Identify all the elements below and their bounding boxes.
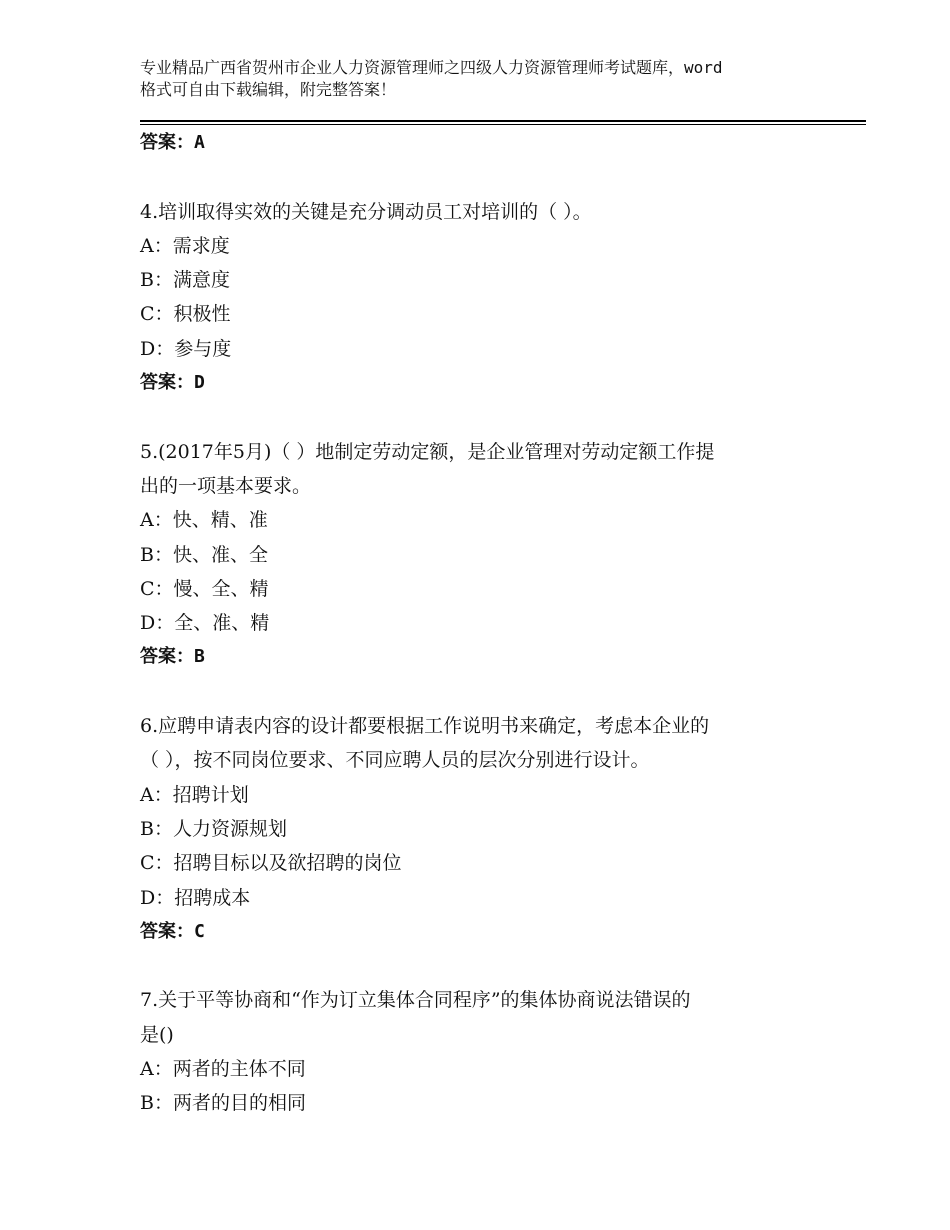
- question-text: 7.关于平等协商和“作为订立集体合同程序”的集体协商说法错误的: [140, 989, 691, 1012]
- option-d: D：招聘成本: [140, 886, 251, 909]
- document-header: [140, 57, 830, 101]
- answer-line: 答案：B: [140, 646, 205, 668]
- header-rule-thin: [140, 124, 866, 125]
- option-b: B：两者的目的相同: [140, 1092, 306, 1115]
- question-block-6: [140, 709, 830, 949]
- question-text: 5.(2017年5月)（ ）地制定劳动定额，是企业管理对劳动定额工作提: [140, 440, 715, 463]
- option-c: C：慢、全、精: [140, 577, 269, 600]
- spacer: [140, 675, 830, 709]
- question-text-cont: 出的一项基本要求。: [140, 474, 312, 497]
- document-body: [140, 126, 830, 1121]
- question-text: 4.培训取得实效的关键是充分调动员工对培训的（ ）。: [140, 200, 592, 223]
- question-text-cont: 是(): [140, 1023, 174, 1046]
- header-line-1: 专业精品广西省贺州市企业人力资源管理师之四级人力资源管理师考试题库，word: [140, 58, 723, 77]
- question-text-cont: （ ），按不同岗位要求、不同应聘人员的层次分别进行设计。: [140, 749, 650, 772]
- option-a: A：需求度: [140, 234, 230, 257]
- answer-line: 答案：D: [140, 372, 205, 394]
- option-b: B：快、准、全: [140, 543, 268, 566]
- answer-line: 答案：C: [140, 920, 205, 942]
- answer-line: 答案：A: [140, 132, 205, 153]
- option-a: A：快、精、准: [140, 509, 268, 532]
- option-c: C：招聘目标以及欲招聘的岗位: [140, 852, 402, 875]
- spacer: [140, 949, 830, 983]
- header-rule-thick: [140, 120, 866, 122]
- question-block-7: [140, 983, 830, 1120]
- question-block-5: [140, 435, 830, 675]
- spacer: [140, 400, 830, 434]
- option-d: D：参与度: [140, 337, 232, 360]
- option-b: B：满意度: [140, 269, 230, 292]
- question-text: 6.应聘申请表内容的设计都要根据工作说明书来确定，考虑本企业的: [140, 715, 710, 738]
- option-a: A：两者的主体不同: [140, 1058, 306, 1081]
- spacer: [140, 160, 830, 194]
- option-b: B：人力资源规划: [140, 817, 287, 840]
- option-c: C：积极性: [140, 303, 231, 326]
- option-d: D：全、准、精: [140, 612, 270, 635]
- option-a: A：招聘计划: [140, 783, 249, 806]
- header-line-2: 格式可自由下载编辑，附完整答案！: [140, 80, 397, 99]
- question-block-4: [140, 195, 830, 401]
